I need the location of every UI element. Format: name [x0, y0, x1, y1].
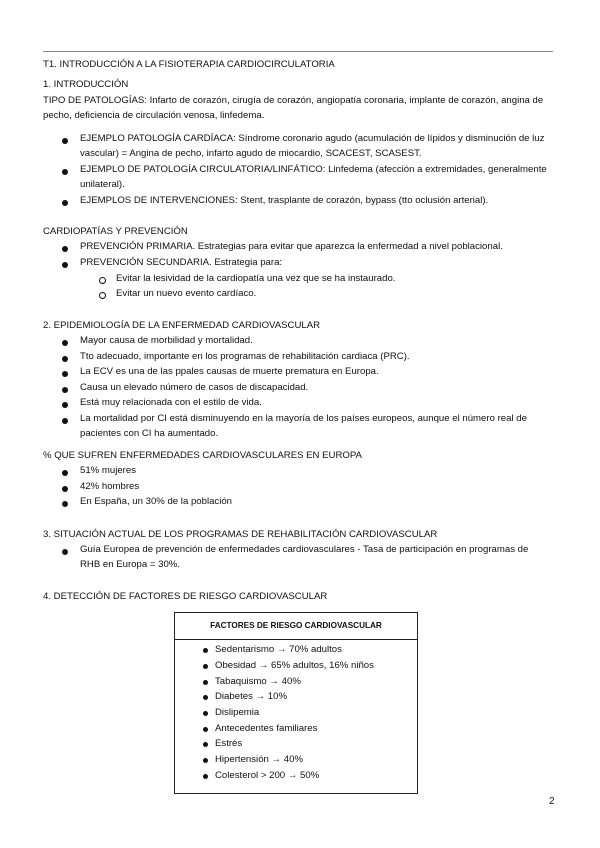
sub-bullet-circle	[99, 292, 106, 299]
secondary-prevention-item-1: Evitar la lesividad de la cardiopatía una vez que se ha instaurado.	[116, 273, 396, 284]
section-2-heading: 2. EPIDEMIOLOGÍA DE LA ENFERMEDAD CARDIOVASCULAR	[43, 320, 321, 331]
bullet-dot	[203, 758, 208, 763]
header-rule	[43, 51, 553, 52]
risk-factors-box-title: FACTORES DE RIESGO CARDIOVASCULAR	[175, 613, 417, 640]
section-3-heading: 3. SITUACIÓN ACTUAL DE LOS PROGRAMAS DE REHABILITACIÓN CARDIOVASCULAR	[43, 529, 438, 540]
epidemiology-item-line-1: La mortalidad por CI está disminuyendo en la mayoría de los países europeos, aunque el número real de	[80, 413, 527, 424]
bullet-dot	[203, 695, 208, 700]
cardiopathies-heading: CARDIOPATÍAS Y PREVENCIÓN	[43, 226, 188, 237]
pathologies-text-line-2: pecho, deficiencia de circulación venosa, linfedema.	[43, 110, 265, 121]
bullet-dot	[62, 200, 68, 206]
bullet-dot	[203, 727, 208, 732]
bullet-dot	[62, 549, 68, 555]
cardiac-example-line-2: vascular) = Angina de pecho, infarto agudo de miocardio, SCACEST, SCASEST.	[80, 148, 422, 159]
bullet-dot	[62, 501, 68, 507]
bullet-dot	[62, 470, 68, 476]
percent-item: 42% hombres	[80, 481, 140, 492]
bullet-dot	[62, 246, 68, 252]
percent-heading: % QUE SUFREN ENFERMEDADES CARDIOVASCULARES EN EUROPA	[43, 450, 362, 461]
bullet-dot	[62, 387, 68, 393]
epidemiology-item: Está muy relacionada con el estilo de vida.	[80, 397, 262, 408]
risk-factor-item: Diabetes → 10%	[215, 691, 287, 702]
interventions-example: EJEMPLOS DE INTERVENCIONES: Stent, trasplante de corazón, bypass (tto oclusión arterial).	[80, 195, 489, 206]
epidemiology-item: Mayor causa de morbilidad y mortalidad.	[80, 335, 253, 346]
bullet-dot	[203, 742, 208, 747]
circulatory-example-line-1: EJEMPLO DE PATOLOGÍA CIRCULATORIA/LINFÁTICO: Linfedema (afección a extremidades, generalmente	[80, 164, 547, 175]
risk-factor-item: Tabaquismo → 40%	[215, 676, 301, 687]
guideline-item-line-2: RHB en Europa = 30%.	[80, 559, 180, 570]
sub-bullet-circle	[99, 277, 106, 284]
epidemiology-item-line-2: pacientes con CI ha aumentado.	[80, 428, 219, 439]
bullet-dot	[62, 486, 68, 492]
bullet-dot	[203, 648, 208, 653]
risk-factor-item: Antecedentes familiares	[215, 723, 318, 734]
epidemiology-item: Causa un elevado número de casos de discapacidad.	[80, 382, 309, 393]
bullet-dot	[203, 680, 208, 685]
epidemiology-item: La ECV es una de las ppales causas de muerte prematura en Europa.	[80, 366, 379, 377]
risk-factor-item: Sedentarismo → 70% adultos	[215, 644, 342, 655]
cardiac-example-line-1: EJEMPLO PATOLOGÍA CARDÍACA: Síndrome coronario agudo (acumulación de lípidos y disminución de luz	[80, 133, 545, 144]
bullet-dot	[62, 262, 68, 268]
document-title: T1. INTRODUCCIÓN A LA FISIOTERAPIA CARDIOCIRCULATORIA	[43, 59, 335, 70]
pathologies-text-line-1: TIPO DE PATOLOGÍAS: Infarto de corazón, cirugía de corazón, angiopatía coronaria, implante de corazón, angina de	[43, 95, 544, 106]
secondary-prevention-item-2: Evitar un nuevo evento cardíaco.	[116, 288, 257, 299]
section-4-heading: 4. DETECCIÓN DE FACTORES DE RIESGO CARDIOVASCULAR	[43, 591, 328, 602]
bullet-dot	[62, 356, 68, 362]
bullet-dot	[203, 711, 208, 716]
bullet-dot	[62, 418, 68, 424]
risk-factor-item: Hipertensión → 40%	[215, 754, 303, 765]
risk-factor-item: Estrés	[215, 738, 243, 749]
bullet-dot	[62, 371, 68, 377]
primary-prevention: PREVENCIÓN PRIMARIA. Estrategias para evitar que aparezca la enfermedad a nivel poblacional.	[80, 241, 503, 252]
bullet-dot	[62, 138, 68, 144]
bullet-dot	[203, 774, 208, 779]
percent-item: En España, un 30% de la población	[80, 496, 233, 507]
page-number: 2	[549, 796, 555, 807]
risk-factors-box	[174, 612, 418, 794]
section-1-heading: 1. INTRODUCCIÓN	[43, 79, 129, 90]
bullet-dot	[62, 169, 68, 175]
epidemiology-item: Tto adecuado, importante en los programas de rehabilitación cardiaca (PRC).	[80, 351, 410, 362]
risk-factor-item: Obesidad → 65% adultos, 16% niños	[215, 660, 374, 671]
risk-factor-item: Colesterol > 200 → 50%	[215, 770, 320, 781]
bullet-dot	[203, 664, 208, 669]
risk-factor-item: Dislipemia	[215, 707, 260, 718]
guideline-item-line-1: Guía Europea de prevención de enfermedades cardiovasculares - Tasa de participación en programas de	[80, 544, 529, 555]
percent-item: 51% mujeres	[80, 465, 136, 476]
bullet-dot	[62, 402, 68, 408]
circulatory-example-line-2: unilateral).	[80, 179, 125, 190]
bullet-dot	[62, 340, 68, 346]
secondary-prevention: PREVENCIÓN SECUNDARIA. Estrategia para:	[80, 257, 283, 268]
